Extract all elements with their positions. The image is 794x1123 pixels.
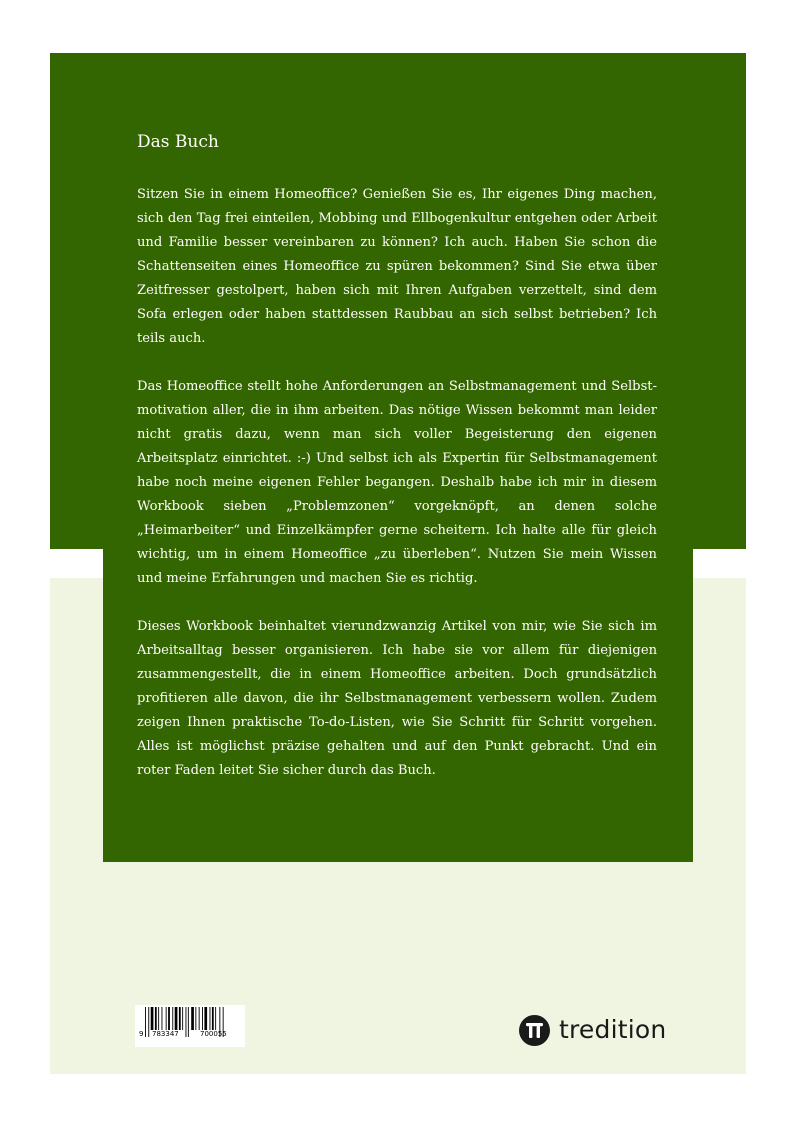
publisher-logo <box>519 1012 666 1048</box>
blurb-paragraph-3: Dieses Workbook beinhaltet vierundzwanzig Artikel von mir, wie Sie sich im Arbeitsalltag besser organisieren. Ich habe sie vor allem für diejenigen zusammengestellt, die in einem Homeoffice arbeiten. Doch grundsätzlich profitieren alle davon, die ihr Selbstmanagement verbessern wollen. Zudem zeigen Ihnen praktische To-do-Listen, wie Sie Schritt für Schritt vorgehen. Alles ist möglichst präzise gehalten und auf den Punkt gebracht. Und ein roter Faden leitet Sie sicher durch das Buch. <box>137 619 657 778</box>
barcode-lead-digit: 9 <box>139 1030 144 1038</box>
isbn-barcode <box>135 1005 245 1047</box>
publisher-mark-icon <box>519 1015 550 1046</box>
blurb-heading: Das Buch <box>137 132 219 152</box>
blurb-paragraph-2: Das Homeoffice stellt hohe Anforderungen an Selbstmanagement und Selbstmotivation aller, die in ihm arbeiten. Das nötige Wissen bekommt man leider nicht gratis dazu, wenn man sich voller Begeisterung den eigenen Arbeitsplatz einrichtet. :-) Und selbst ich als Expertin für Selbstmanagement habe noch meine eigenen Fehler begangen. Deshalb habe ich mir in diesem Workbook sieben „Problemzonen“ vorgeknöpft, an denen solche „Heimarbeiter“ und Einzelkämpfer gerne scheitern. Ich halte alle für gleich wichtig, um in einem Homeoffice „zu überleben“. Nutzen Sie mein Wissen und meine Erfahrungen und machen Sie es richtig. <box>137 379 657 586</box>
barcode-right-digits: 700055 <box>200 1030 227 1038</box>
publisher-name: tredition <box>559 1015 667 1044</box>
blurb <box>137 128 657 807</box>
blurb-paragraph-1: Sitzen Sie in einem Homeoffice? Genießen Sie es, Ihr eigenes Ding machen, sich den Tag frei einteilen, Mobbing und Ellbogenkultur entgehen oder Arbeit und Familie besser vereinbaren zu können? Ich auch. Haben Sie schon die Schattenseiten eines Homeoffice zu spüren bekommen? Sind Sie etwa über Zeitfresser gestolpert, haben sich mit Ihren Aufgaben verzettelt, sind dem Sofa erlegen oder haben stattdessen Raubbau an sich selbst betrieben? Ich teils auch. <box>137 187 657 346</box>
barcode-left-digits: 783347 <box>152 1030 179 1038</box>
barcode-bars-icon <box>135 1005 245 1047</box>
